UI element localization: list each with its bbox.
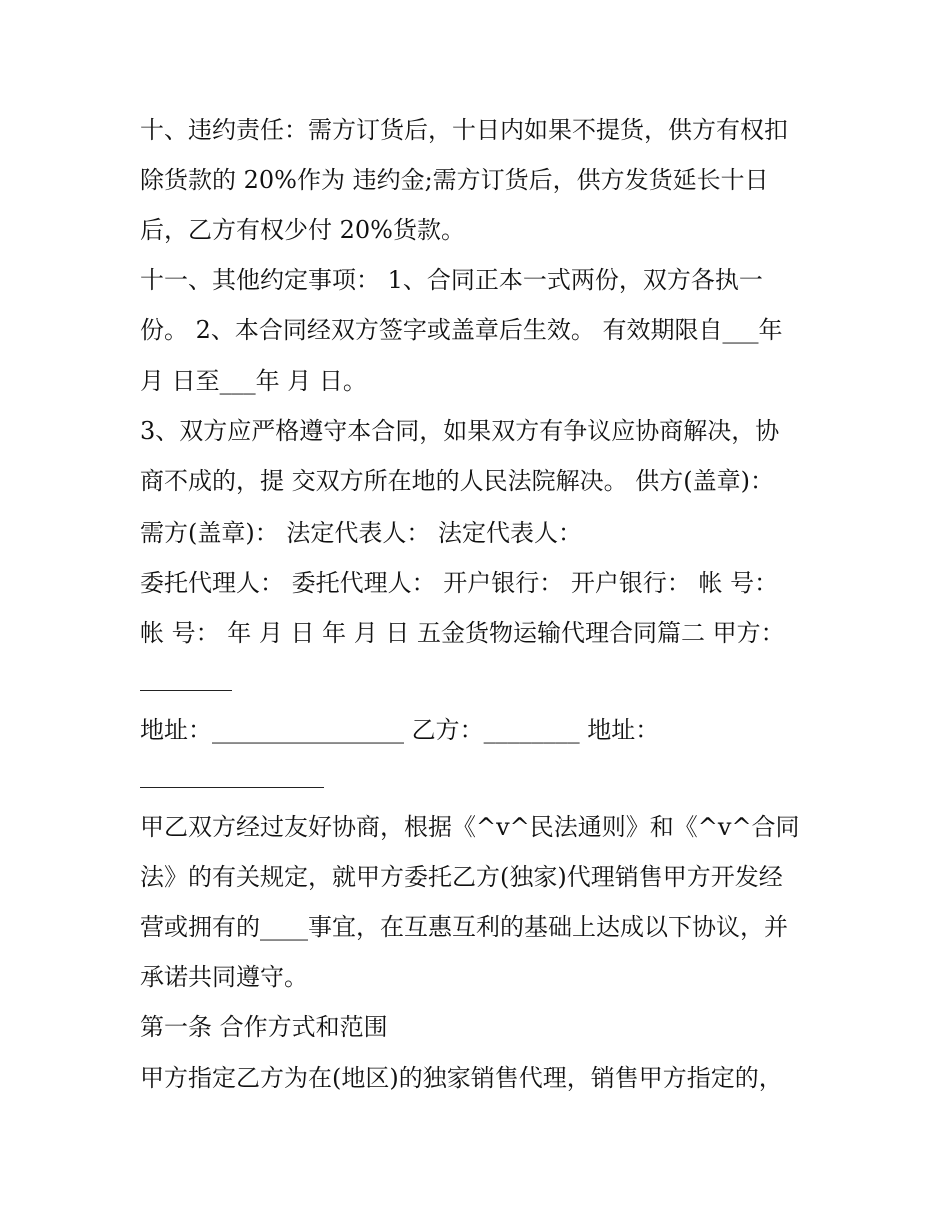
text-line: 营或拥有的____事宜，在互惠互利的基础上达成以下协议，并 (140, 913, 788, 941)
text-line: 帐 号： 年 月 日 年 月 日 五金货物运输代理合同篇二 甲方： (140, 619, 785, 647)
text-line: 除货款的 20%作为 违约金;需方订货后，供方发货延长十日 (140, 166, 769, 194)
text-line: 后，乙方有权少付 20%货款。 (140, 216, 465, 244)
section-heading: 第一条 合作方式和范围 (140, 1013, 388, 1041)
text-line: 十、违约责任：需方订货后，十日内如果不提货，供方有权扣 (140, 116, 788, 144)
blank-fill-line (140, 787, 324, 788)
text-line: 十一、其他约定事项： 1、合同正本一式两份，双方各执一 (140, 266, 763, 294)
text-line: 地址：________________ 乙方：________ 地址： (140, 716, 660, 744)
text-line: 承诺共同遵守。 (140, 963, 308, 991)
text-line: 委托代理人： 委托代理人： 开户银行： 开户银行： 帐 号： (140, 569, 779, 597)
text-line: 甲方指定乙方为在(地区)的独家销售代理，销售甲方指定的， (140, 1064, 783, 1092)
text-line: 甲乙双方经过友好协商，根据《^v^民法通则》和《^v^合同 (140, 813, 800, 841)
blank-fill-line (140, 690, 232, 691)
text-line: 3、双方应严格遵守本合同，如果双方有争议应协商解决，协 (140, 417, 780, 445)
text-line: 月 日至___年 月 日。 (140, 367, 367, 395)
text-line: 需方(盖章)： 法定代表人： 法定代表人： (140, 519, 582, 547)
text-line: 份。 2、本合同经双方签字或盖章后生效。 有效期限自___年 (140, 316, 783, 344)
text-line: 法》的有关规定，就甲方委托乙方(独家)代理销售甲方开发经 (140, 863, 783, 891)
text-line: 商不成的，提 交双方所在地的人民法院解决。 供方(盖章)： (140, 467, 774, 495)
